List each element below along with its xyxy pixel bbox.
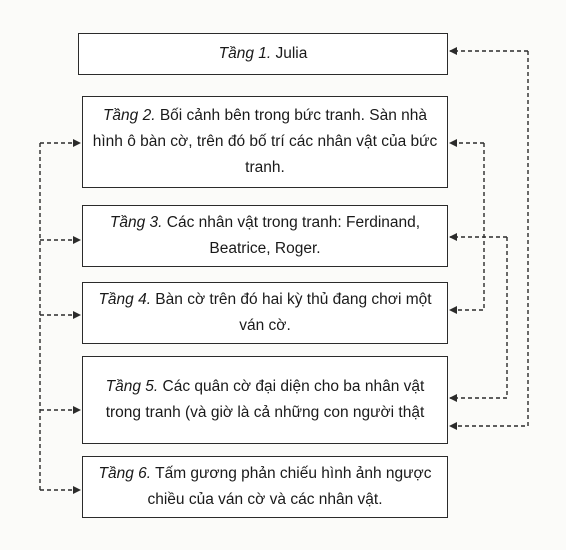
right-middle-connector <box>450 237 507 398</box>
layer-1-box <box>78 33 448 75</box>
layer-1-description: Julia <box>271 45 308 62</box>
layer-1-label: Tầng 1. <box>218 45 272 62</box>
layer-5-description: Các quân cờ đại diện cho ba nhân vật trong tranh (và giờ là cả những con người thật <box>105 378 425 421</box>
layer-2-description: Bối cảnh bên trong bức tranh. Sàn nhà hình ô bàn cờ, trên đó bố trí các nhân vật của bức tranh. <box>92 107 438 176</box>
layer-4-label: Tầng 4. <box>98 291 151 308</box>
layer-2-text <box>91 103 439 181</box>
layer-1-text <box>219 41 308 67</box>
layer-3-text <box>91 210 439 262</box>
layer-6-box <box>82 456 448 518</box>
layer-6-text <box>91 461 439 513</box>
layer-4-description: Bàn cờ trên đó hai kỳ thủ đang chơi một ván cờ. <box>151 291 432 334</box>
layer-5-label: Tầng 5. <box>105 378 159 395</box>
layer-3-label: Tầng 3. <box>109 214 163 231</box>
layer-4-box <box>82 282 448 344</box>
layer-6-label: Tầng 6. <box>98 465 152 482</box>
right-inner-connector <box>450 143 484 310</box>
layer-6-description: Tấm gương phản chiếu hình ảnh ngược chiều của ván cờ và các nhân vật. <box>147 465 432 508</box>
layer-2-box <box>82 96 448 188</box>
layer-3-box <box>82 205 448 267</box>
layer-5-box <box>82 356 448 444</box>
layer-2-label: Tầng 2. <box>102 107 156 124</box>
layer-5-text <box>91 374 439 426</box>
right-outer-connector <box>450 51 528 426</box>
layer-4-text <box>91 287 439 339</box>
layer-3-description: Các nhân vật trong tranh: Ferdinand, Beatrice, Roger. <box>162 214 421 257</box>
